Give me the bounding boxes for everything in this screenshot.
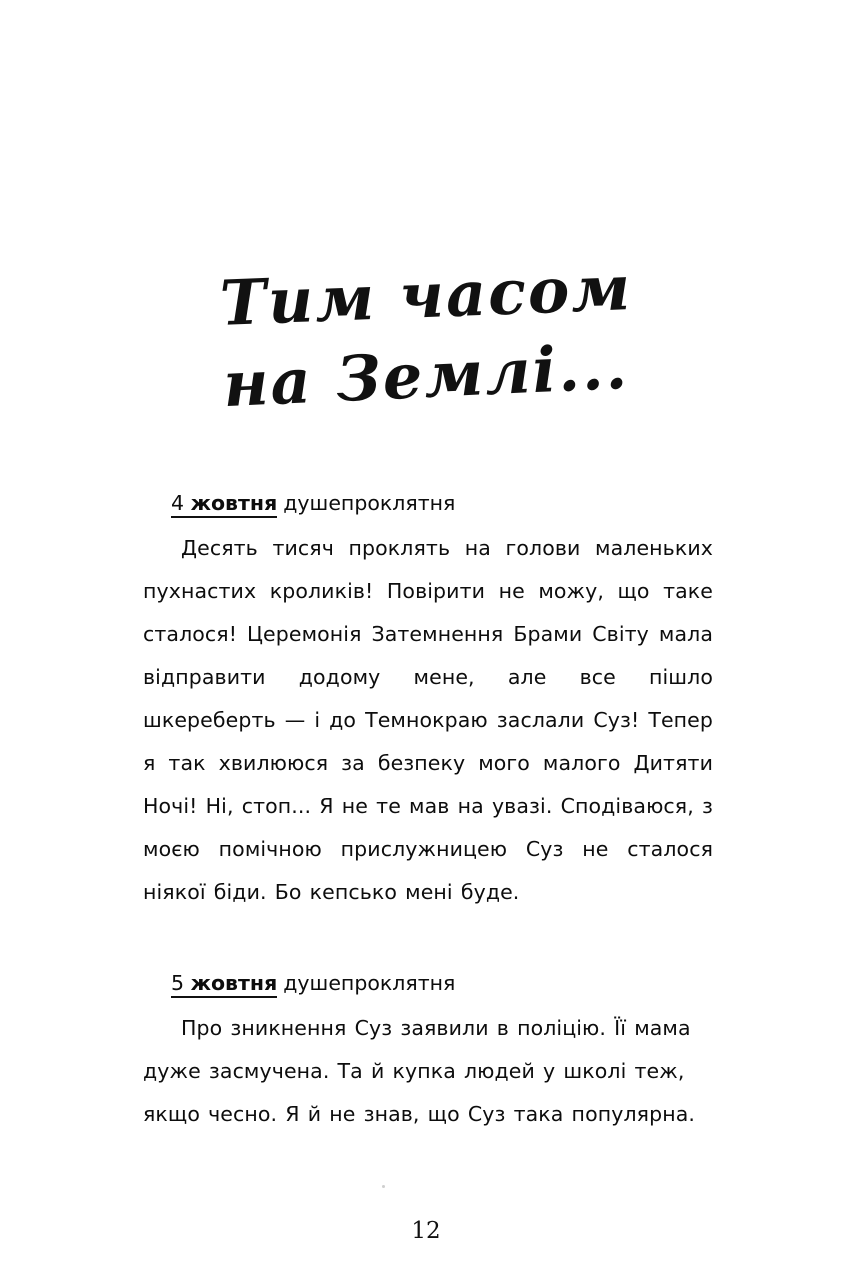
diary-entry bbox=[143, 488, 713, 914]
entry-date-suffix: душепроклятня bbox=[283, 971, 456, 995]
entry-date-month: жовтня bbox=[190, 971, 278, 995]
page-title-line-2: на Землі... bbox=[221, 329, 631, 422]
decorative-dot bbox=[382, 1185, 385, 1188]
entry-date bbox=[171, 971, 277, 998]
diary-entry bbox=[143, 968, 713, 1136]
entry-heading bbox=[171, 968, 713, 998]
diary-entries bbox=[143, 488, 713, 1136]
entry-text: Про зникнення Суз заявили в поліцію. Її мама дуже засмучена. Та й купка людей у школі теж, якщо чесно. Я й не знав, що Суз така популярна. bbox=[143, 1016, 695, 1126]
entry-date bbox=[171, 491, 277, 518]
entry-heading bbox=[171, 488, 713, 518]
entry-date-number: 4 bbox=[171, 491, 185, 515]
entry-text: Десять тисяч проклять на голови маленьких пухнастих кроликів! Повірити не можу, що таке сталося! Церемонія Затемнення Брами Світу мала відправити додому мене, але все пішло шкереберть — і до Темнокраю заслали Суз! Тепер я так хвилююся за безпеку мого малого Дитяти Ночі! Ні, стоп... Я не те мав на увазі. Сподіваюся, з моєю помічною прислужницею Суз не сталося ніякої біди. Бо кепсько мені буде. bbox=[143, 536, 713, 904]
entry-date-number: 5 bbox=[171, 971, 185, 995]
page-title bbox=[0, 251, 852, 422]
page-title-line-1: Тим часом bbox=[218, 251, 634, 340]
page-number: 12 bbox=[411, 1218, 441, 1244]
entry-date-month: жовтня bbox=[190, 491, 278, 515]
entry-date-suffix: душепроклятня bbox=[283, 491, 456, 515]
